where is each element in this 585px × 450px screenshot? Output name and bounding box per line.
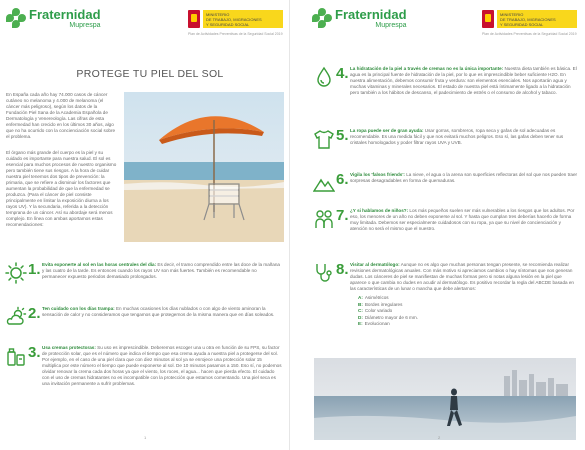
recommendation-4 xyxy=(312,66,580,96)
item-title: ¿Y si hablamos de niños?: xyxy=(350,208,409,213)
logo-mark-icon xyxy=(312,8,332,28)
sun-icon xyxy=(4,262,28,286)
item-text: Su uso es imprescindible. Deberemos escoger una u otra en función de su FPS, su factor de protección solar, que es el número que indica el tiempo que esa crema ayuda a nuestra piel a protegerse del sol. Por ejemplo, en el caso de una piel clara que con diez minutos al sol ya se enrojece una protección solar 15 multiplica por este número el tiempo que puede exponerse al sol. De 10 minutos pasamos a 150. Eso sí, no podemos olvidar renovar la crema cada dos horas ya que el viento, los roces, el agua... hacen que pierda efecto. El cuidado con el uso de cremas hidratantes no es incompatible con la protección que estamos comentando. Una piel seca es una invitación permanente a sufrir problemas. xyxy=(42,345,282,386)
brand-name: Fraternidad xyxy=(29,7,101,22)
beach-umbrella-photo xyxy=(124,92,284,242)
item-text: Nuestra dieta también es básica. El agua es la principal fuente de hidratación de la piel, por lo que es imprescindible beber suficiente H2O. En nuestra alimentación, debemos consumir fruta y verdura: son elementos esenciales. Nos aportarán agua y muchas vitaminas y minerales necesarios. El estado de nuestra piel está íntimamente ligado a la hidratación pero también a los hábitos de descanso, el padecimiento de estrés o el consumo de alcohol y tabaco. xyxy=(350,66,577,95)
plan-caption: Plan de Actividades Preventivas de la Seguridad Social 2019 xyxy=(188,32,283,36)
brand-name: Fraternidad xyxy=(335,7,407,22)
intro-paragraph-2: El órgano más grande del cuerpo es la piel y su cuidado es importante para nuestra salud. El sol es esencial para muchos procesos de nuestro organismo pero también tiene sus riesgos. A la hora de cuidar nuestra piel tenemos dos tipos de prevención: la primaria, que se refiere a disminuir los factores que aumentan la probabilidad de que la enfermedad se produzca. (Para el cáncer de piel consiste principalmente en limitar la exposición diurna a los rayos UV). Y la secundaria, referida a la detección temprana de un cáncer. Así su abordaje será menos complejo. En línea con ambas aportamos estas recomendaciones: xyxy=(6,150,117,227)
recommendation-8 xyxy=(312,262,580,328)
item-title: Ten cuidado con los días trampa: xyxy=(42,306,115,311)
beach-walk-photo xyxy=(314,358,576,440)
gov-line2: DE TRABAJO, MIGRACIONES xyxy=(206,17,262,22)
right-page xyxy=(292,0,585,450)
item-text: Aunque no es algo que muchas personas tengan presente, se recomienda realizar revisiones dermatológicas anuales. Con más motivo si apreciamos cambios o hay síntomas que nos generan dudas. Los cánceres de piel se manifiestan de muchas formas pero si notas alguna lesión en la piel que aparece o que cambia no dudes en acudir al dermatólogo. Es positivo recordar la regla del ABCDE basada en las características de un lunar o mancha que debe alertarnos: xyxy=(350,262,574,291)
item-text: Usar gorras, sombreros, ropa seca y gafas de sol adecuadas es recomendable. Es una medida fácil y que nos evitará muchos peligros. Eso sí, las gafas deben tener sus cristales homologados y poder filtrar rayos UVA y UVB. xyxy=(350,128,564,145)
fraternidad-logo xyxy=(312,8,407,29)
item-number: 6. xyxy=(336,171,349,188)
item-number: 2. xyxy=(28,305,41,322)
item-title: La hidratación de la piel a través de cremas no es la única importante: xyxy=(350,66,504,71)
brand-sub: Muprespa xyxy=(69,22,101,29)
item-title: Usa cremas protectoras: xyxy=(42,345,96,350)
page-number: 1 xyxy=(144,435,147,440)
plan-caption: Plan de Actividades Preventivas de la Seguridad Social 2019 xyxy=(482,32,577,36)
intro-paragraph-1: En España cada año hay 74.000 casos de cáncer cutáneo no melanoma y 4.000 de melanoma (el cáncer más peligroso), según los datos de la Fundación Piel Sana de la Academia Española de Dermatología y Venereología. Las cifras de esta enfermedad han crecido en los últimos 30 años, algo que no ha ocurrido con la concienciación social sobre el problema. xyxy=(6,92,116,139)
item-title: Evita exponerte al sol en las horas centrales del día: xyxy=(42,262,157,267)
recommendation-1 xyxy=(4,262,284,286)
item-number: 5. xyxy=(336,127,349,144)
recommendation-7 xyxy=(312,208,580,232)
abcde-item: A: Asimétricos xyxy=(358,295,389,300)
abcde-item: D: Diámetro mayor de 6 mm. xyxy=(358,314,418,320)
abcde-item: C: Color variado xyxy=(358,308,393,313)
cloud-sun-icon xyxy=(4,306,28,330)
recommendation-2 xyxy=(4,306,284,330)
item-text: Los más pequeños suelen ser más vulnerables a los riesgos que los adultos. Por eso, los menores de un año no deben exponerse al sol. Y hasta que cumplan tres deberías hacerlo de forma muy limitada. Debemos ser especialmente cuidadosos con su ropa, ya que su nivel de concienciación y atención no será el mismo que el nuestro. xyxy=(350,208,575,231)
cream-tube-icon xyxy=(4,345,28,369)
item-title: La ropa puede ser de gran ayuda: xyxy=(350,128,424,133)
children-icon xyxy=(312,208,336,232)
stethoscope-icon xyxy=(312,262,336,286)
abcde-item: E: Evolucionan xyxy=(358,321,390,326)
abcde-item: B: Bordes irregulares xyxy=(358,301,403,307)
gov-line3: Y SEGURIDAD SOCIAL xyxy=(500,22,544,27)
item-text: Es decir, el tramo comprendido entre las doce de la mañana y las cuatro de la tarde. Es entonces cuando los rayos UV son más fuertes. También es recomendable no permanecer expuesto periodos demasiado prolongados. xyxy=(42,262,280,279)
gov-line2: DE TRABAJO, MIGRACIONES xyxy=(500,17,556,22)
coat-of-arms-icon xyxy=(188,10,200,28)
gov-line3: Y SEGURIDAD SOCIAL xyxy=(206,22,250,27)
item-text: La nieve, el agua o la arena son superficies reflectoras del sol que nos pueden traer sorpresas desagradables en forma de quemaduras. xyxy=(350,172,578,183)
header-left xyxy=(0,6,289,40)
page-number: 2 xyxy=(438,435,441,440)
left-page xyxy=(0,0,290,450)
water-drop-icon xyxy=(312,66,336,90)
item-text: En muchas ocasiones los días nublados o con algo de viento aminoran la sensación de calor y no consideramos que tengamos que protegernos de la misma manera que en días soleados. xyxy=(42,306,275,317)
recommendation-3 xyxy=(4,345,284,387)
gov-line1: MINISTERIO xyxy=(500,12,524,17)
shirt-icon xyxy=(312,128,336,152)
recommendation-5 xyxy=(312,128,580,152)
item-title: Vigila los 'falsos friends': xyxy=(350,172,405,177)
recommendation-6 xyxy=(312,172,580,196)
header-right xyxy=(292,6,585,40)
brand-sub: Muprespa xyxy=(375,22,407,29)
item-number: 1. xyxy=(28,261,41,278)
ministry-logo xyxy=(482,10,580,30)
abcde-list xyxy=(350,295,578,328)
item-number: 3. xyxy=(28,344,41,361)
item-number: 7. xyxy=(336,207,349,224)
fraternidad-logo xyxy=(6,8,101,29)
logo-mark-icon xyxy=(6,8,26,28)
item-number: 4. xyxy=(336,65,349,82)
coat-of-arms-icon xyxy=(482,10,494,28)
item-title: Visitar al dermatólogo: xyxy=(350,262,400,267)
gov-line1: MINISTERIO xyxy=(206,12,230,17)
item-number: 8. xyxy=(336,261,349,278)
mountain-icon xyxy=(312,172,336,196)
page-title: PROTEGE TU PIEL DEL SOL xyxy=(76,68,224,80)
ministry-logo xyxy=(188,10,286,30)
